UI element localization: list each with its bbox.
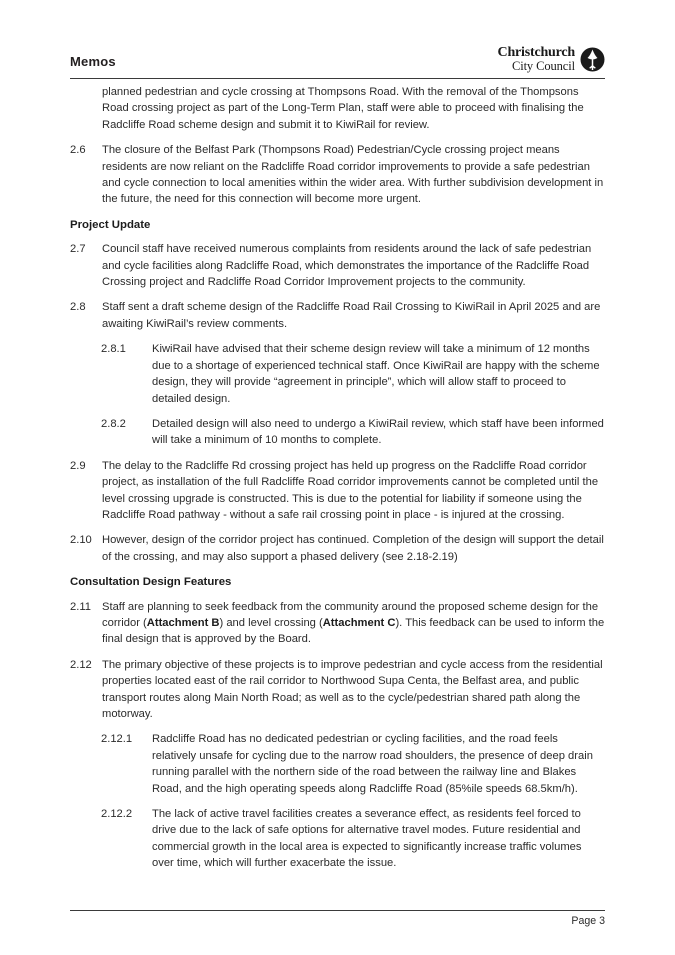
- clause: [70, 458, 605, 524]
- clause-text: Radcliffe Road has no dedicated pedestrian or cycling facilities, and the road feels relatively unsafe for cycling due to the narrow road shoulders, the presence of deep drain running parallel with the northern side of the road between the railway line and Blakes Road, and the high operating speeds along Radcliffe Road (85%ile speeds 68.5km/h).: [152, 733, 593, 795]
- sub-clause: [70, 731, 605, 797]
- clause-number: 2.12: [70, 658, 92, 671]
- clause-text: The lack of active travel facilities creates a severance effect, as residents feel forced to drive due to the lack of safe options for alternative travel modes. Future residential and commercial growth in the local area is expected to significantly increase traffic volumes over time, which will further exacerbate the issue.: [152, 808, 582, 870]
- clause: [70, 142, 605, 208]
- page-header: [70, 38, 605, 80]
- sub-clause: [70, 416, 605, 449]
- page-title: Memos: [70, 54, 116, 69]
- header-divider: [70, 78, 605, 79]
- clause-number: 2.11: [70, 600, 91, 613]
- clause-text: However, design of the corridor project has continued. Completion of the design will support the detail of the crossing, and may also support a phased delivery (see 2.18-2.19): [102, 534, 604, 563]
- clause-number: 2.12.2: [101, 808, 133, 821]
- page-number: Page 3: [571, 915, 605, 927]
- clause: [70, 599, 605, 648]
- clause: [70, 657, 605, 723]
- section-heading: Project Update: [70, 218, 151, 231]
- clause: [70, 299, 605, 332]
- clause-number: 2.10: [70, 534, 92, 547]
- clause-number: 2.8.1: [101, 343, 126, 356]
- clause-text: Council staff have received numerous complaints from residents around the lack of safe pedestrian and cycle facilities along Radcliffe Road, which demonstrates the importance of the Radcliffe Road Crossing project and Radcliffe Road Corridor Improvement projects to the community.: [102, 243, 592, 289]
- clause-text: The closure of the Belfast Park (Thompsons Road) Pedestrian/Cycle crossing project means residents are now reliant on the Radcliffe Road corridor improvements to provide a safe pedestrian and cycle connection to local amenities within the wider area. With further subdivision development in the future, the need for this connection will become more urgent.: [102, 144, 604, 206]
- clause-number: 2.8.2: [101, 417, 126, 430]
- sub-clause: [70, 341, 605, 407]
- clause-number: 2.8: [70, 301, 86, 314]
- page-footer: [70, 910, 605, 928]
- section-heading: Consultation Design Features: [70, 576, 232, 589]
- clause-number: 2.7: [70, 243, 86, 256]
- logo-line-christchurch: Christchurch: [497, 45, 575, 60]
- clause: [70, 84, 605, 133]
- clause: [70, 241, 605, 290]
- clause-text: The delay to the Radcliffe Rd crossing project has held up progress on the Radcliffe Road corridor project, as installation of the full Radcliffe Road corridor improvements cannot be completed until the level crossing upgrade is constructed. This is due to the potential for liability if someone using the Radcliffe Road pathway - without a safe rail crossing point in place - is injured at the crossing.: [102, 459, 599, 521]
- clause-text: Detailed design will also need to undergo a KiwiRail review, which staff have been informed will take a minimum of 10 months to complete.: [152, 417, 604, 447]
- document-body: [70, 84, 605, 881]
- logo-line-city-council: City Council: [511, 58, 575, 73]
- footer-divider: [70, 910, 605, 911]
- sub-clause: [70, 806, 605, 872]
- clause-number: 2.12.1: [101, 733, 133, 746]
- clause-number: 2.6: [70, 144, 86, 157]
- clause: [70, 532, 605, 565]
- clause-text: The primary objective of these projects is to improve pedestrian and cycle access from the residential properties located east of the rail corridor to Northwood Supa Centa, the Belfast area, and public transport routes along Main North Road; as well as to the cycle/pedestrian shared path along the motorway.: [102, 658, 603, 720]
- clause-text: planned pedestrian and cycle crossing at Thompsons Road. With the removal of the Thompsons Road crossing project as part of the Long-Term Plan, staff were able to proceed with finalising the Radcliffe Road scheme design and submit it to KiwiRail for review.: [102, 86, 584, 131]
- clause-text: KiwiRail have advised that their scheme design review will take a minimum of 12 months due to a shortage of experienced technical staff. Once KiwiRail are happy with the scheme design, they will provide “agreement in principle”, which will allow staff to proceed to detailed design.: [152, 343, 600, 405]
- clause-number: 2.9: [70, 459, 86, 472]
- christchurch-city-council-logo: [498, 47, 605, 72]
- clause-text: Staff are planning to seek feedback from the community around the proposed scheme design for the corridor (Attachment B) and level crossing (Attachment C). This feedback can be used to inform the final design that is approved by the Board.: [102, 600, 605, 646]
- christchurch-council-emblem-icon: [580, 47, 605, 72]
- clause-text: Staff sent a draft scheme design of the Radcliffe Road Rail Crossing to KiwiRail in April 2025 and are awaiting KiwiRail’s review comments.: [102, 301, 601, 330]
